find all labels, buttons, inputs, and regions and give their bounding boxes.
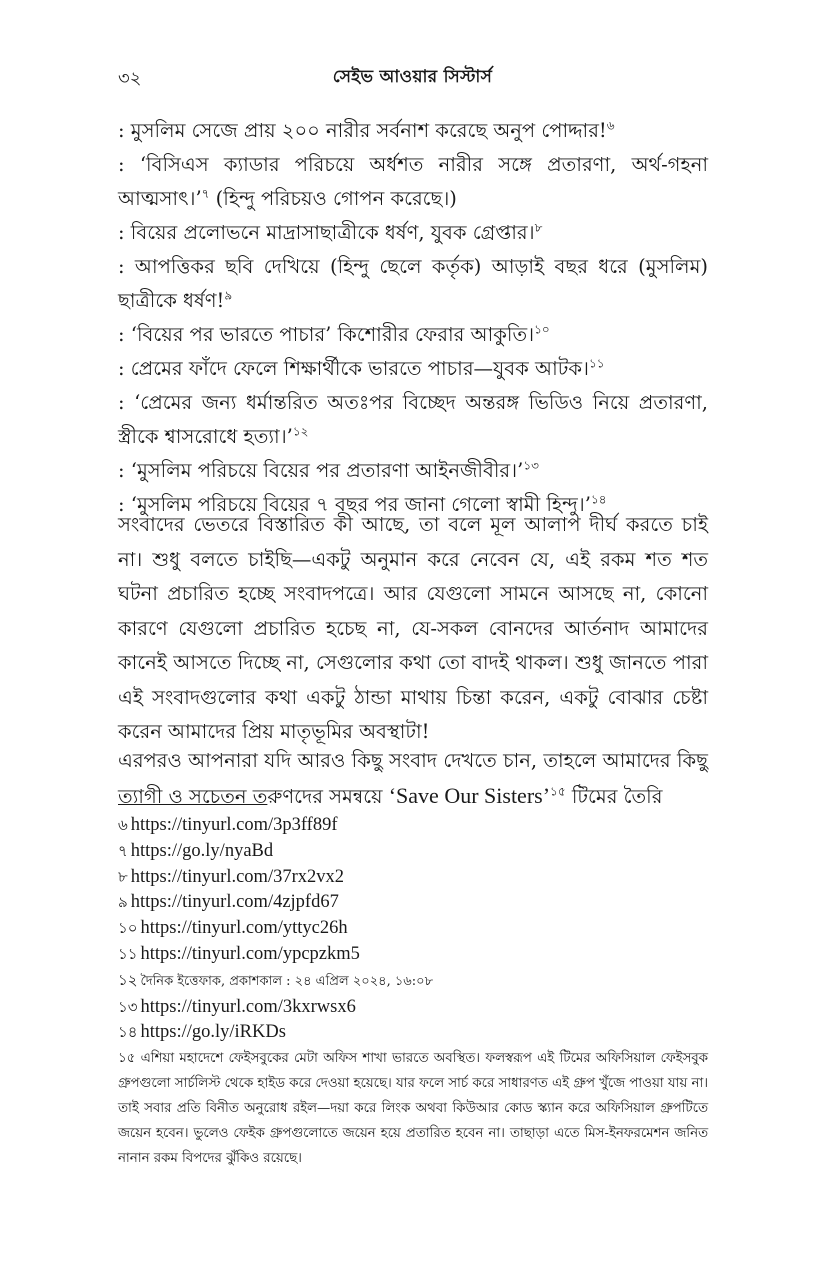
headline-item: : ‘বিসিএস ক্যাডার পরিচয়ে অর্ধশত নারীর সঙ্গে প্রতারণা, অর্থ-গহনা আত্মসাৎ।’$^৭$ (হিন্দু পরিচয়ও গোপন করেছে।)	[118, 153, 708, 210]
headline-list	[118, 114, 708, 522]
footnote: ৮ https://tinyurl.com/37rx2vx2	[118, 866, 344, 887]
headline-item: : আপত্তিকর ছবি দেখিয়ে (হিন্দু ছেলে কর্তৃক) আড়াই বছর ধরে (মুসলিম) ছাত্রীকে ধর্ষণ!$^৯$	[118, 255, 708, 312]
footnote: ৯ https://tinyurl.com/4zjpfd67	[118, 892, 339, 913]
running-title: সেইভ আওয়ার সিস্টার্স	[332, 67, 493, 87]
footnote: ১০ https://tinyurl.com/yttyc26h	[118, 918, 348, 939]
body-paragraph-1: সংবাদের ভেতরে বিস্তারিত কী আছে, তা বলে মূল আলাপ দীর্ঘ করতে চাই না। শুধু বলতে চাইছি—একটু অনুমান করে নেবেন যে, এই রকম শত শত ঘটনা প্রচারিত হচ্ছে সংবাদপত্রে। আর যেগুলো সামনে আসছে না, কোনো কারণে যেগুলো প্রচারিত হচেছ না, যে-সকল বোনদের আর্তনাদ আমাদের কানেই আসতে দিচ্ছে না, সেগুলোর কথা তো বাদই থাকল। শুধু জানতে পারা এই সংবাদগুলোর কথা একটু ঠান্ডা মাথায় চিন্তা করেন, একটু বোঝার চেষ্টা করেন আমাদের প্রিয় মাতৃভূমির অবস্থাটা!	[118, 513, 708, 743]
footnote: ১৩ https://tinyurl.com/3kxrwsx6	[118, 996, 356, 1017]
footnote: ১২ দৈনিক ইত্তেফাক, প্রকাশকাল : ২৪ এপ্রিল ২০২৪, ১৬:০৮	[118, 970, 434, 989]
headline-item: : ‘প্রেমের জন্য ধর্মান্তরিত অতঃপর বিচ্ছেদ অন্তরঙ্গ ভিডিও নিয়ে প্রতারণা, স্ত্রীকে শ্বাসরোধে হত্যা।’$^{১২}$	[118, 391, 708, 448]
footnote: ৬ https://tinyurl.com/3p3ff89f	[118, 815, 338, 835]
team-name: ‘Save Our Sisters’	[388, 782, 551, 808]
headline-item: : ‘মুসলিম পরিচয়ে বিয়ের পর প্রতারণা আইনজীবীর।’$^{১৩}$	[118, 458, 539, 482]
footnote-long: ১৫ এশিয়া মহাদেশে ফেইসবুকের মেটা অফিস শাখা ভারতে অবস্থিত। ফলস্বরূপ এই টিমের অফিসিয়াল ফেইসবুক গ্রুপগুলো সার্চলিস্ট থেকে হাইড করে দেওয়া হয়েছে। যার ফলে সার্চ করে সাধারণত এই গ্রুপ খুঁজে পাওয়া যায় না। তাই সবার প্রতি বিনীত অনুরোধ রইল—দয়া করে লিংক অথবা কিউআর কোড স্ক্যান করে অফিসিয়াল গ্রুপটিতে জয়েন হবেন। ভুলেও ফেইক গ্রুপগুলোতে জয়েন হয়ে প্রতারিত হবেন না। তাছাড়া এতে মিস-ইনফরমেশন জনিত নানান রকম বিপদের ঝুঁকিও রয়েছে।	[118, 1051, 708, 1167]
footnote: ৭ https://go.ly/nyaBd	[118, 840, 274, 861]
headline-item: : প্রেমের ফাঁদে ফেলে শিক্ষার্থীকে ভারতে পাচার—যুবক আটক।$^{১১}$	[118, 356, 605, 380]
headline-item: : মুসলিম সেজে প্রায় ২০০ নারীর সর্বনাশ করেছে অনুপ পোদ্দার!$^৬$	[118, 118, 615, 142]
body-paragraph-2: এরপরও আপনারা যদি আরও কিছু সংবাদ দেখতে চান, তাহলে আমাদের কিছু ত্যাগী ও সচেতন তরুণদের সমন্বয়ে ‘Save Our Sisters’$^{১৫}$ টিমের তৈরি	[118, 749, 708, 808]
underlined-text: ত্যাগী ও সচেতন ত	[118, 784, 268, 808]
headline-item: : বিয়ের প্রলোভনে মাদ্রাসাছাত্রীকে ধর্ষণ, যুবক গ্রেপ্তার।$^৮$	[118, 220, 543, 244]
footnote: ১১ https://tinyurl.com/ypcpzkm5	[118, 943, 360, 964]
headline-item: : ‘মুসলিম পরিচয়ে বিয়ের ৭ বছর পর জানা গেলো স্বামী হিন্দু।’$^{১৪}$	[118, 492, 607, 516]
page-number: ৩২	[118, 68, 142, 89]
footnotes	[118, 813, 708, 1171]
footnote: ১৪ https://go.ly/iRKDs	[118, 1022, 286, 1043]
headline-item: : ‘বিয়ের পর ভারতে পাচার’ কিশোরীর ফেরার আকুতি।$^{১০}$	[118, 322, 550, 346]
